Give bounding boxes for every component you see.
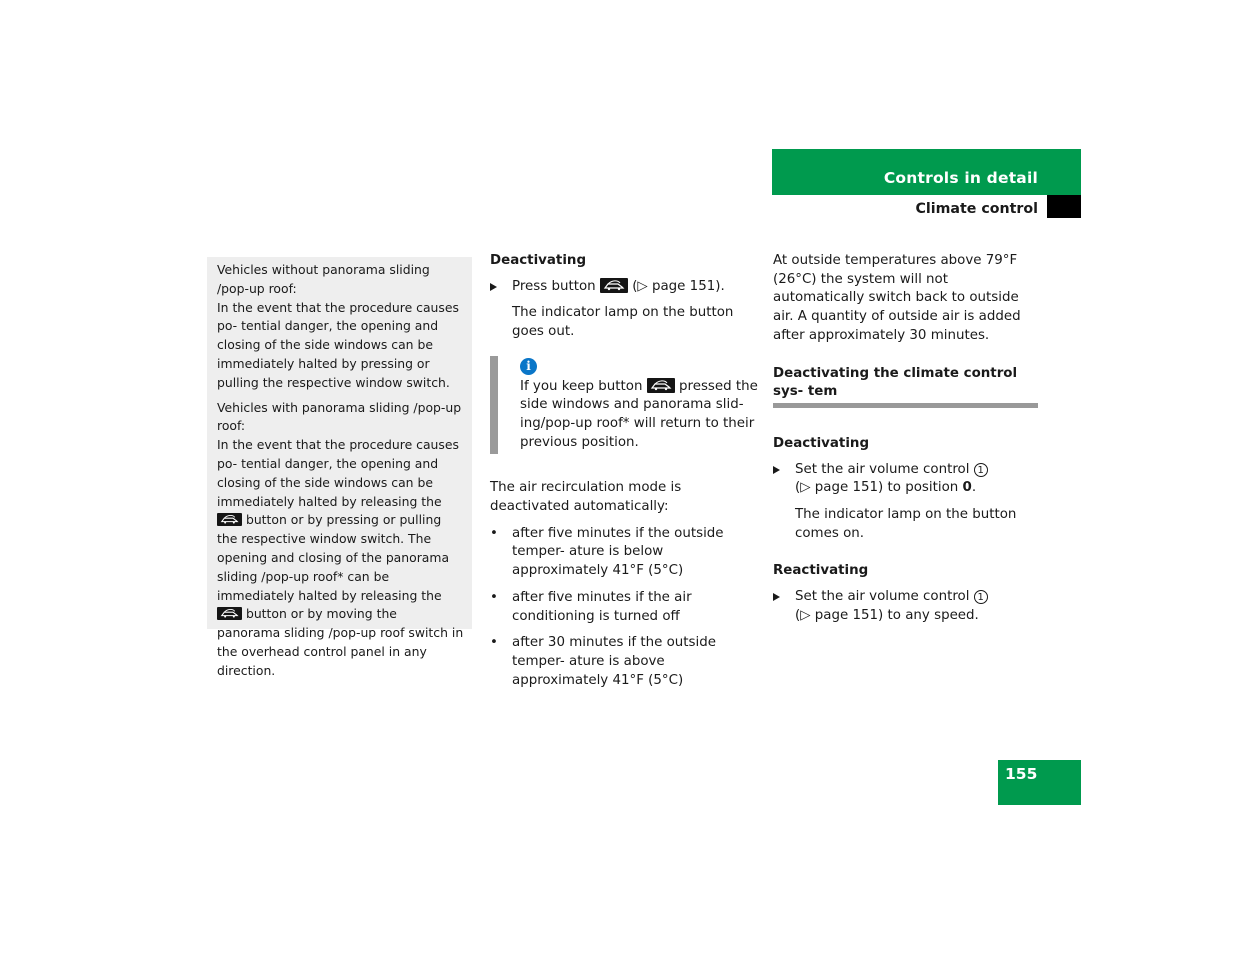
reactivating-heading: Reactivating — [773, 563, 869, 579]
volume-control-marker: 1 — [974, 463, 988, 477]
bullet-text: after 30 minutes if the outside temper- ature is above approximately 41°F (5°C) — [512, 635, 716, 688]
page-number-box — [998, 760, 1081, 805]
section-title: Controls in detail — [883, 169, 1038, 187]
info-text — [520, 378, 758, 453]
middle-column — [490, 252, 758, 690]
press-button-step — [490, 278, 758, 297]
bullet-item — [490, 634, 758, 690]
note-p1-head: Vehicles without panorama sliding /pop-up roof: — [217, 262, 430, 296]
deact-step-b: (▷ page 151) to position — [795, 480, 959, 496]
section-header — [772, 149, 1081, 195]
deactivating-heading: Deactivating — [490, 253, 587, 268]
deact-result: The indicator lamp on the button comes on. — [795, 507, 1017, 541]
step-text-a: Press button — [512, 278, 596, 294]
step-text-b: (▷ page 151). — [632, 278, 725, 294]
bullet-text: after five minutes if the air conditioning is turned off — [512, 589, 692, 624]
subsection-title: Climate control — [915, 201, 1038, 217]
step-arrow-icon — [773, 466, 780, 474]
react-step-a: Set the air volume control — [795, 589, 970, 605]
note-p2-head: Vehicles with panorama sliding /pop-up roof: — [217, 399, 462, 434]
note-box — [207, 257, 472, 678]
info-text-a: If you keep button — [520, 378, 643, 394]
intro-text: At outside temperatures above 79°F (26°C) the system will not automatically switch back to outside air. A quantity of outside air is added after approximately 30 minutes. — [773, 253, 1021, 343]
note-p1-body: In the event that the procedure causes po- tential danger, the opening and closing of the side windows can be immediately halted by pressing or pulling the respective window switch. — [217, 299, 459, 390]
bullet-text: after five minutes if the outside temper- ature is below approximately 41°F (5°C) — [512, 525, 724, 579]
right-column — [773, 252, 1039, 626]
step-arrow-icon — [490, 283, 497, 291]
info-note — [490, 356, 758, 455]
info-icon: i — [520, 358, 537, 375]
note-p2-body-a: In the event that the procedure causes po- tential danger, the opening and closing of the side windows can be immediately halted by releasing the — [217, 437, 459, 509]
step-arrow-icon — [773, 593, 780, 601]
volume-control-marker: 1 — [974, 590, 988, 604]
page-number: 155 — [1005, 765, 1038, 783]
deactivating-heading: Deactivating — [773, 435, 870, 451]
bullet-item — [490, 589, 758, 626]
bullet-dot: • — [490, 525, 498, 541]
step-result: The indicator lamp on the button goes out. — [512, 305, 734, 340]
recirculation-button-icon — [217, 513, 242, 526]
recirculation-button-icon — [217, 607, 242, 620]
react-step-b: (▷ page 151) to any speed. — [795, 607, 979, 623]
subsection-marker — [1047, 195, 1081, 218]
section-divider — [773, 403, 1038, 408]
recirculation-button-icon — [600, 278, 628, 293]
deactivate-step: Set the air volume control 1 (▷ page 151) to position 0. — [773, 461, 1039, 498]
note-p2-body-b: button or by pressing or pulling the respective window switch. The opening and closing of the panorama sliding /pop-up roof* can be immediately halted by releasing the — [217, 512, 450, 603]
bullet-item — [490, 525, 758, 581]
info-text-b: pressed the side windows and panorama slid- ing/pop-up roof* will return to their previous position. — [520, 378, 758, 450]
recirculation-button-icon — [647, 378, 675, 393]
bullet-dot: • — [490, 589, 498, 605]
deact-step-a: Set the air volume control — [795, 461, 970, 477]
bullet-dot: • — [490, 635, 498, 651]
reactivate-step — [773, 588, 1039, 625]
note-p2-body-c: button or by moving the panorama sliding /pop-up roof switch in the overhead control panel in any direction. — [217, 606, 464, 678]
note-p2-body — [217, 436, 464, 680]
auto-deactivation-text: The air recirculation mode is deactivated automatically: — [490, 480, 682, 515]
deact-position: 0 — [962, 480, 972, 496]
section-heading: Deactivating the climate control sys- tem — [773, 365, 1018, 400]
